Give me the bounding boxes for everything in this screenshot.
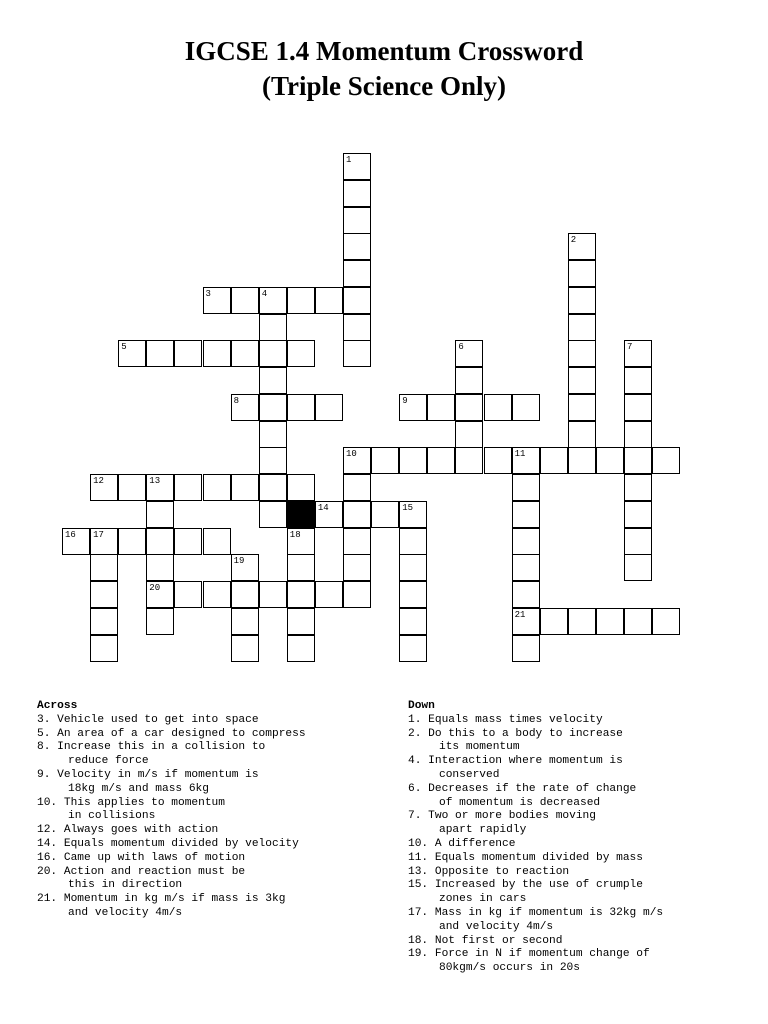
across-clue: 10. This applies to momentum (37, 796, 225, 809)
crossword-cell[interactable] (259, 474, 287, 501)
crossword-cell[interactable] (652, 447, 680, 474)
crossword-cell[interactable] (231, 581, 259, 608)
crossword-cell[interactable] (512, 581, 540, 608)
crossword-cell[interactable] (568, 287, 596, 314)
crossword-cell[interactable] (118, 474, 146, 501)
across-clue: 21. Momentum in kg m/s if mass is 3kg (37, 893, 286, 906)
down-clue: 1. Equals mass times velocity (408, 713, 603, 726)
crossword-cell[interactable] (484, 394, 512, 421)
crossword-cell[interactable] (399, 554, 427, 581)
clue-number: 11 (514, 449, 526, 460)
crossword-cell[interactable] (512, 501, 540, 528)
down-clue: 19. Force in N if momentum change of (408, 948, 650, 961)
clue-number: 8 (233, 395, 239, 406)
clue-number: 4 (261, 288, 268, 299)
crossword-cell[interactable] (90, 581, 118, 608)
down-clue: 15. Increased by the use of crumple (408, 879, 643, 892)
crossword-cell[interactable] (174, 528, 202, 555)
crossword-cell[interactable] (512, 635, 540, 662)
crossword-cell[interactable] (568, 447, 596, 474)
clue-number: 16 (65, 529, 76, 540)
crossword-cell[interactable] (343, 314, 371, 341)
crossword-cell[interactable] (624, 554, 652, 581)
crossword-cell[interactable] (259, 367, 287, 394)
crossword-cell[interactable] (259, 447, 287, 474)
crossword-cell[interactable] (427, 394, 455, 421)
down-clue: 7. Two or more bodies moving (408, 810, 596, 823)
crossword-cell[interactable] (596, 447, 624, 474)
crossword-cell[interactable] (343, 207, 371, 234)
clue-number: 21 (514, 609, 526, 620)
crossword-cell[interactable] (203, 474, 231, 501)
crossword-cell[interactable] (624, 447, 652, 474)
crossword-cell[interactable] (371, 501, 399, 528)
crossword-cell[interactable] (568, 394, 596, 421)
crossword-cell[interactable] (315, 581, 343, 608)
across-clue-continuation: in collisions (68, 810, 156, 823)
page-title: IGCSE 1.4 Momentum Crossword (184, 36, 584, 66)
crossword-cell[interactable] (343, 260, 371, 287)
crossword-cell[interactable] (652, 608, 680, 635)
clue-number: 2 (570, 235, 577, 246)
crossword-cell[interactable] (343, 581, 371, 608)
clue-number: 17 (93, 529, 104, 540)
crossword-cell[interactable] (624, 367, 652, 394)
crossword-cell[interactable] (287, 581, 315, 608)
crossword-cell[interactable] (287, 394, 315, 421)
crossword-cell[interactable] (512, 554, 540, 581)
across-clue: 12. Always goes with action (37, 824, 219, 837)
crossword-cell[interactable] (231, 287, 259, 314)
crossword-cell[interactable] (624, 474, 652, 501)
crossword-cell[interactable] (399, 635, 427, 662)
crossword-cell[interactable] (343, 474, 371, 501)
crossword-cell[interactable] (512, 474, 540, 501)
crossword-cell[interactable] (203, 340, 231, 367)
crossword-cell[interactable] (259, 421, 287, 448)
crossword-cell[interactable] (259, 314, 287, 341)
across-clue: 5. An area of a car designed to compress (37, 727, 306, 740)
across-clue-continuation: 18kg m/s and mass 6kg (68, 782, 209, 795)
crossword-cell[interactable] (343, 501, 371, 528)
crossword-cell[interactable] (231, 340, 259, 367)
crossword-cell[interactable] (259, 340, 287, 367)
crossword-cell[interactable] (484, 447, 512, 474)
crossword-cell[interactable] (287, 287, 315, 314)
down-clue-continuation: and velocity 4m/s (439, 920, 554, 933)
crossword-cell[interactable] (174, 581, 202, 608)
crossword-cell[interactable] (343, 528, 371, 555)
crossword-cell[interactable] (287, 608, 315, 635)
crossword-cell[interactable] (343, 554, 371, 581)
clue-number: 15 (402, 502, 413, 513)
down-clue-continuation: 80kgm/s occurs in 20s (439, 962, 580, 975)
crossword-cell[interactable] (203, 528, 231, 555)
clue-number: 5 (121, 342, 127, 353)
crossword-cell[interactable] (259, 394, 287, 421)
clue-number: 20 (149, 583, 161, 593)
crossword-cell[interactable] (259, 581, 287, 608)
clue-number: 1 (346, 155, 352, 165)
crossword-cell[interactable] (287, 474, 315, 501)
clue-number: 13 (149, 476, 161, 486)
crossword-cell[interactable] (343, 287, 371, 314)
crossword-cell[interactable] (512, 394, 540, 421)
across-clue: 3. Vehicle used to get into space (37, 713, 259, 726)
crossword-cell[interactable] (455, 367, 483, 394)
clue-number: 10 (346, 449, 357, 460)
down-clue-continuation: zones in cars (439, 893, 527, 906)
crossword-cell[interactable] (455, 421, 483, 448)
crossword-cell[interactable] (568, 367, 596, 394)
across-clue-continuation: and velocity 4m/s (68, 906, 183, 919)
down-clue: 13. Opposite to reaction (408, 865, 570, 878)
crossword-cell[interactable] (146, 608, 174, 635)
down-clue: 6. Decreases if the rate of change (408, 782, 637, 795)
crossword-cell[interactable] (455, 447, 483, 474)
clue-number: 7 (627, 342, 633, 353)
across-clue: 9. Velocity in m/s if momentum is (37, 768, 259, 781)
page-subtitle: (Triple Science Only) (262, 71, 506, 101)
crossword-cell[interactable] (146, 340, 174, 367)
across-clue: 14. Equals momentum divided by velocity (37, 837, 299, 850)
down-clue-continuation: apart rapidly (439, 824, 527, 837)
crossword-cell[interactable] (455, 394, 483, 421)
crossword-cell[interactable] (343, 340, 371, 367)
crossword-cell[interactable] (399, 581, 427, 608)
clue-number: 14 (317, 502, 329, 513)
crossword-cell[interactable] (315, 287, 343, 314)
crossword-cell[interactable] (146, 501, 174, 528)
crossword-cell[interactable] (399, 528, 427, 555)
crossword-cell[interactable] (596, 608, 624, 635)
crossword-cell[interactable] (624, 608, 652, 635)
across-clue: 8. Increase this in a collision to (37, 741, 266, 754)
down-clue: 18. Not first or second (408, 934, 563, 947)
clue-number: 9 (402, 395, 408, 406)
across-heading: Across (37, 700, 78, 712)
clue-number: 19 (233, 556, 245, 567)
crossword-cell[interactable] (146, 528, 174, 555)
down-clue: 10. A difference (408, 837, 516, 850)
crossword-cell[interactable] (624, 421, 652, 448)
crossword-cell[interactable] (315, 394, 343, 421)
crossword-cell[interactable] (343, 180, 371, 207)
crossword-cell[interactable] (287, 340, 315, 367)
crossword-cell[interactable] (90, 608, 118, 635)
clue-number: 6 (458, 342, 464, 353)
crossword-cell[interactable] (371, 447, 399, 474)
crossword-cell[interactable] (90, 554, 118, 581)
crossword-cell[interactable] (118, 528, 146, 555)
crossword-cell[interactable] (259, 501, 287, 528)
down-heading: Down (408, 700, 435, 712)
crossword-cell[interactable] (146, 554, 174, 581)
down-clue: 2. Do this to a body to increase (408, 727, 623, 740)
across-clue-continuation: reduce force (68, 755, 149, 768)
crossword-cell[interactable] (90, 635, 118, 662)
crossword-cell[interactable] (624, 394, 652, 421)
crossword-cell[interactable] (568, 314, 596, 341)
down-clue: 17. Mass in kg if momentum is 32kg m/s (408, 906, 664, 919)
down-clues (408, 700, 758, 976)
crossword-cell[interactable] (203, 581, 231, 608)
clue-number: 18 (289, 529, 301, 540)
crossword-cell[interactable] (624, 528, 652, 555)
crossword-cell[interactable] (287, 635, 315, 662)
down-clue-continuation: of momentum is decreased (439, 796, 601, 809)
crossword-cell[interactable] (624, 501, 652, 528)
across-clue-continuation: this in direction (68, 879, 183, 892)
across-clue: 16. Came up with laws of motion (37, 851, 246, 864)
crossword-cell[interactable] (174, 474, 202, 501)
crossword-cell[interactable] (231, 608, 259, 635)
down-clue: 11. Equals momentum divided by mass (408, 851, 643, 864)
crossword-cell[interactable] (427, 447, 455, 474)
crossword-cell[interactable] (512, 528, 540, 555)
crossword-cell[interactable] (231, 635, 259, 662)
crossword-cell[interactable] (174, 340, 202, 367)
clue-number: 12 (93, 476, 104, 486)
crossword-cell[interactable] (568, 608, 596, 635)
crossword-cell[interactable] (399, 608, 427, 635)
crossword-cell[interactable] (231, 474, 259, 501)
crossword-cell[interactable] (568, 260, 596, 287)
down-clue-continuation: conserved (439, 768, 500, 781)
crossword-cell[interactable] (399, 447, 427, 474)
down-clue-continuation: its momentum (439, 741, 520, 754)
crossword-cell[interactable] (343, 233, 371, 260)
crossword-cell[interactable] (540, 447, 568, 474)
crossword-cell[interactable] (540, 608, 568, 635)
crossword-cell[interactable] (568, 340, 596, 367)
across-clue: 20. Action and reaction must be (37, 865, 246, 878)
black-square (287, 501, 315, 528)
crossword-cell[interactable] (568, 421, 596, 448)
across-clues (37, 700, 387, 921)
clue-number: 3 (205, 288, 211, 299)
crossword-cell[interactable] (287, 554, 315, 581)
down-clue: 4. Interaction where momentum is (408, 755, 623, 768)
